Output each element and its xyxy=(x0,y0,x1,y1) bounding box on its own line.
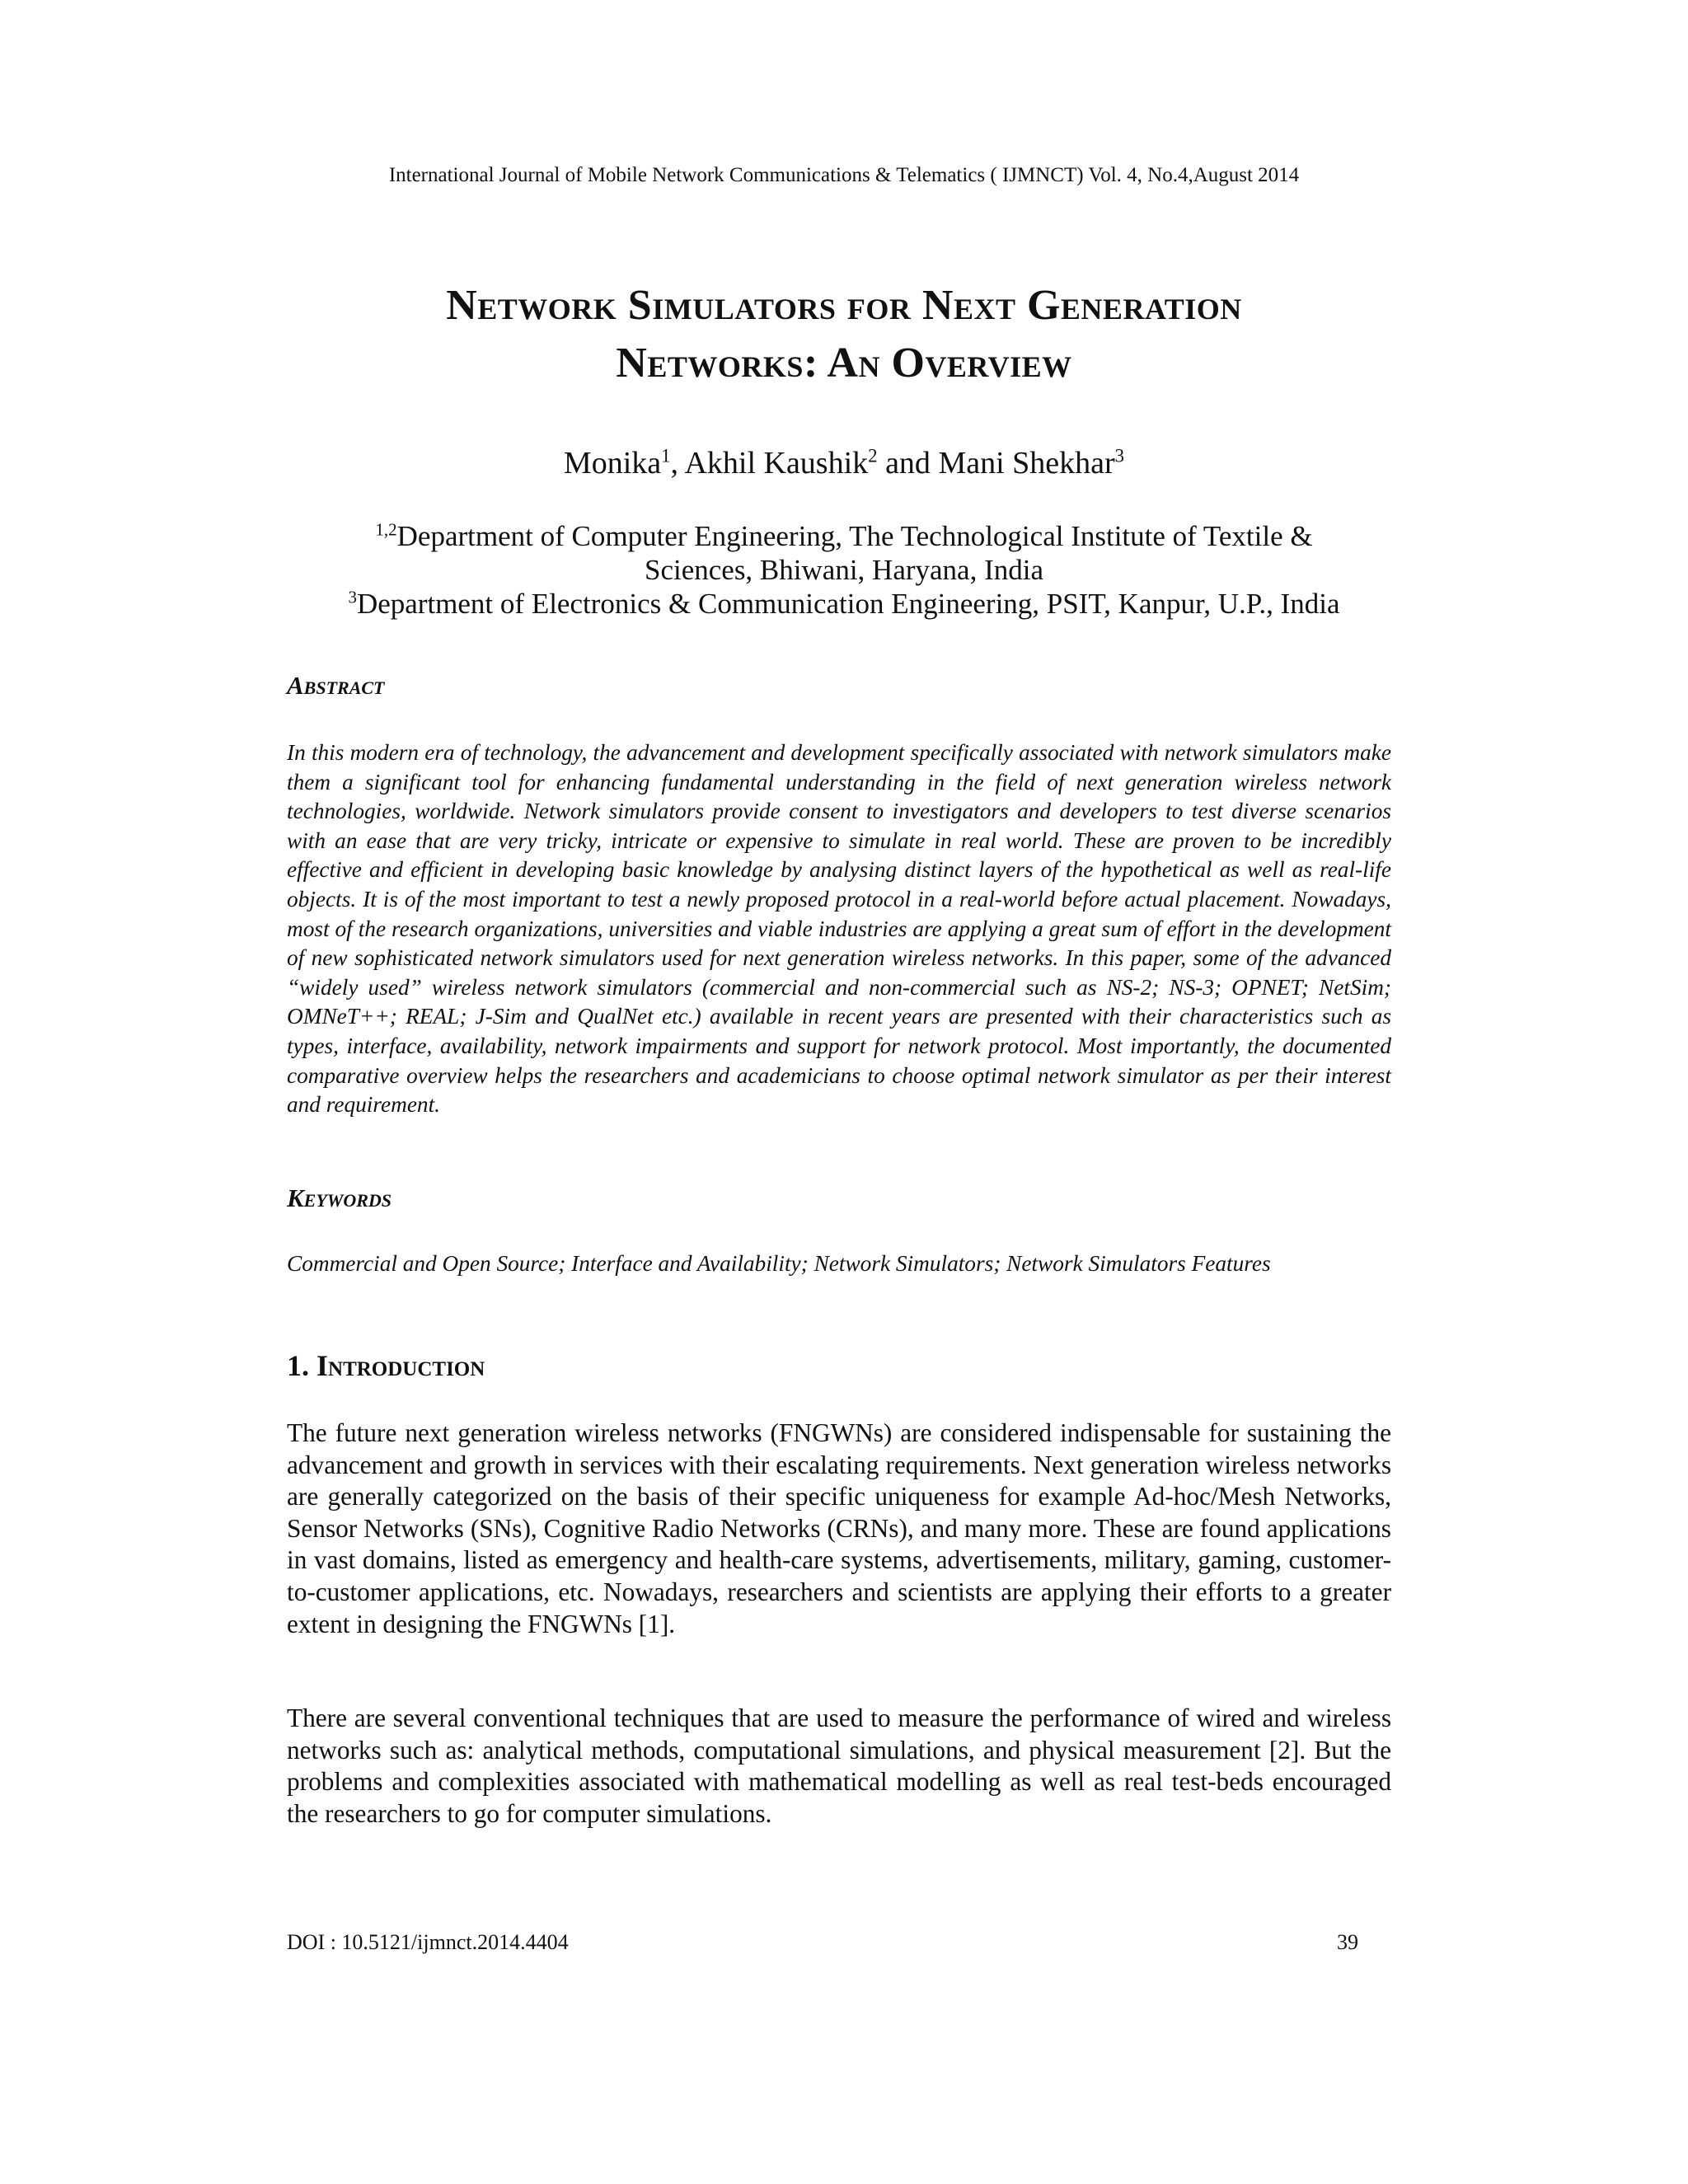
author-name: Akhil Kaushik xyxy=(684,446,869,480)
footer-doi: DOI : 10.5121/ijmnct.2014.4404 xyxy=(287,1930,569,1954)
author-separator: and xyxy=(877,446,939,480)
author-name: Monika xyxy=(563,446,662,480)
paper-title-line-2: Networks: An Overview xyxy=(616,340,1072,387)
paper-title-line-1: Network Simulators for Next Generation xyxy=(446,282,1242,329)
affiliation-1 xyxy=(247,519,1441,553)
affiliation-mark: 3 xyxy=(348,587,357,607)
author-list xyxy=(247,442,1441,485)
abstract-text: In this modern era of technology, the advancement and development specifically associated with network simulators make them a significant tool for enhancing fundamental understanding in the field of next generation wireless network technologies, worldwide. Network simulators provide consent to investigators and developers to test diverse scenarios with an ease that are very tricky, intricate or expensive to simulate in real world. These are proven to be incredibly effective and efficient in developing basic knowledge by analysing distinct layers of the hypothetical as well as real-life objects. It is of the most important to test a newly proposed protocol in a real-world before actual placement. Nowadays, most of the research organizations, universities and viable industries are applying a great sum of effort in the development of new sophisticated network simulators used for next generation wireless networks. In this paper, some of the advanced “widely used” wireless network simulators (commercial and non-commercial such as NS-2; NS-3; OPNET; NetSim; OMNeT++; REAL; J-Sim and QualNet etc.) available in recent years are presented with their characteristics such as types, interface, availability, network impairments and support for network protocol. Most importantly, the documented comparative overview helps the researchers and academicians to choose optimal network simulator as per their interest and requirement. xyxy=(287,740,1391,1118)
author-separator: , xyxy=(670,446,685,480)
introduction-paragraph-1: The future next generation wireless networks (FNGWNs) are considered indispensable for sustaining the advancement and growth in services with their escalating requirements. Next generation wireless networks are generally categorized on the basis of their specific uniqueness for example Ad-hoc/Mesh Networks, Sensor Networks (SNs), Cognitive Radio Networks (CRNs), and many more. These are found applications in vast domains, listed as emergency and health-care systems, advertisements, military, gaming, customer-to-customer applications, etc. Nowadays, researchers and scientists are applying their efforts to a greater extent in designing the FNGWNs [1]. xyxy=(287,1418,1391,1638)
affiliation-2 xyxy=(247,587,1441,621)
abstract-heading: Abstract xyxy=(287,671,385,700)
affiliation-mark: 1,2 xyxy=(375,519,397,540)
introduction-paragraph-2: There are several conventional techniques that are used to measure the performance of wired and wireless networks such as: analytical methods, computational simulations, and physical measurement [2]. But the problems and complexities associated with mathematical modelling as well as real test-beds encouraged the researchers to go for computer simulations. xyxy=(287,1704,1391,1828)
page-number: 39 xyxy=(1337,1930,1358,1954)
affiliation-1-continued: Sciences, Bhiwani, Haryana, India xyxy=(644,554,1043,586)
introduction-heading: 1. Introduction xyxy=(287,1349,485,1382)
affiliation-list xyxy=(247,519,1441,621)
keywords-heading: Keywords xyxy=(287,1183,392,1212)
affiliation-line: Department of Computer Engineering, The Technological Institute of Textile & xyxy=(396,520,1313,552)
author-name: Mani Shekhar xyxy=(938,446,1115,480)
paper-title xyxy=(247,277,1441,392)
author-affiliation-mark: 1 xyxy=(661,445,671,466)
author-affiliation-mark: 2 xyxy=(868,445,878,466)
author-affiliation-mark: 3 xyxy=(1114,445,1125,466)
affiliation-line: Department of Electronics & Communication Engineering, PSIT, Kanpur, U.P., India xyxy=(356,588,1340,620)
journal-running-header: International Journal of Mobile Network Communications & Telematics ( IJMNCT) Vol. 4, No.4,August 2014 xyxy=(388,164,1300,186)
keywords-text: Commercial and Open Source; Interface and Availability; Network Simulators; Network Simulators Features xyxy=(287,1251,1271,1276)
